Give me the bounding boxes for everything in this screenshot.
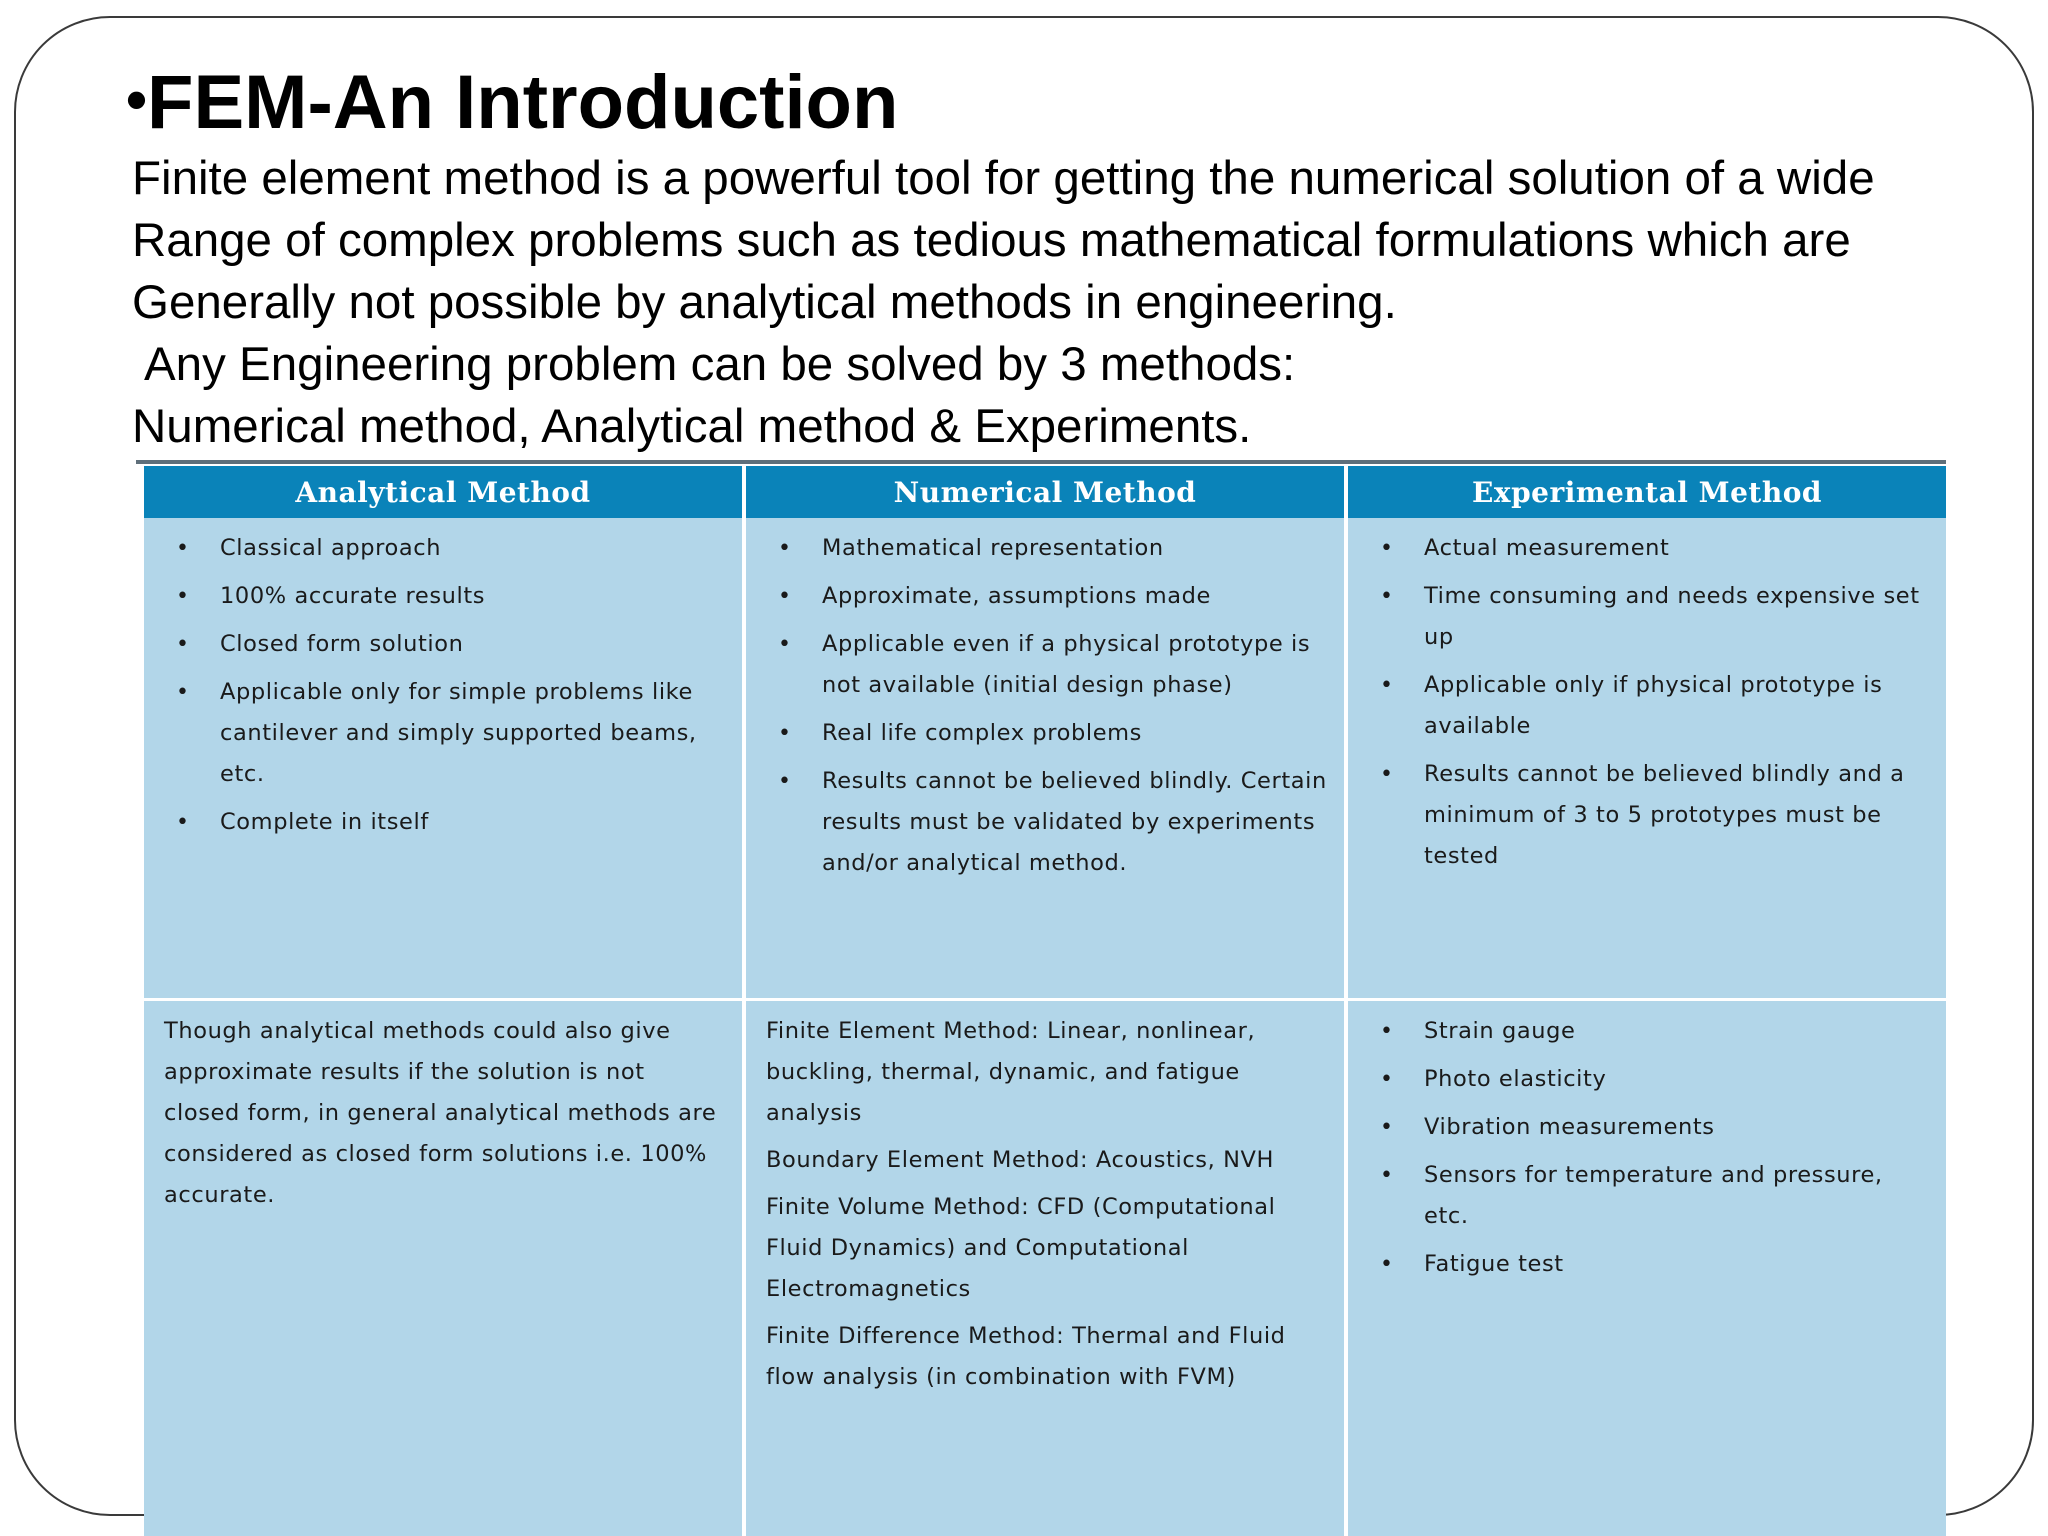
table-header-row: [144, 466, 1946, 518]
list-item-text: Photo elasticity: [1424, 1066, 1607, 1092]
list-item-text: Vibration measurements: [1424, 1114, 1715, 1140]
cell-numerical-features: [744, 518, 1346, 1000]
bullet: •: [1380, 673, 1394, 698]
bullet: •: [1380, 584, 1394, 609]
table-top-rule: [136, 460, 1946, 464]
table-row: [144, 518, 1946, 1000]
intro-line: Range of complex problems such as tedious mathematical formulations which are: [132, 214, 1851, 267]
bullet: •: [176, 584, 190, 609]
cell-analytical-note: [144, 1000, 744, 1536]
bullet: •: [778, 632, 792, 657]
bullet: •: [176, 632, 190, 657]
intro-line: Numerical method, Analytical method & Experiments.: [132, 400, 1252, 453]
cell-experimental-features: [1346, 518, 1946, 1000]
comparison-table-container: [136, 460, 1946, 1536]
list-item: [746, 576, 1328, 617]
list-item: [1348, 1059, 1930, 1100]
slide-title: [126, 52, 898, 151]
bullet: •: [176, 810, 190, 835]
comparison-table: [144, 466, 1946, 1536]
list-item: [1348, 576, 1930, 658]
header-analytical: Analytical Method: [144, 466, 744, 518]
bullet: •: [778, 721, 792, 746]
list-item-text: Mathematical representation: [822, 535, 1164, 561]
list-item-text: Actual measurement: [1424, 535, 1670, 561]
table-row: [144, 1000, 1946, 1536]
intro-line: Finite element method is a powerful tool for getting the numerical solution of a wide: [132, 152, 1875, 205]
analytical-note-text: Though analytical methods could also give approximate results if the solution is not closed form, in general analytical methods are considered as closed form solutions i.e. 100% accurate.: [164, 1018, 717, 1208]
experimental-feature-list: [1348, 518, 1946, 877]
list-item-text: Results cannot be believed blindly. Certain results must be validated by experiments and/or analytical method.: [822, 768, 1327, 876]
list-item: [746, 624, 1328, 706]
list-item-text: Applicable only for simple problems like cantilever and simply supported beams, etc.: [220, 679, 697, 787]
cell-analytical-features: [144, 518, 744, 1000]
intro-line: Generally not possible by analytical methods in engineering.: [132, 276, 1397, 329]
list-item: [144, 528, 726, 569]
header-numerical: Numerical Method: [744, 466, 1346, 518]
experimental-tool-list: [1348, 1001, 1946, 1285]
list-item: [1348, 1107, 1930, 1148]
list-item-text: Sensors for temperature and pressure, etc.: [1424, 1162, 1883, 1229]
list-item: [1348, 665, 1930, 747]
bullet: •: [778, 769, 792, 794]
bullet: •: [1380, 1067, 1394, 1092]
method-paragraph: Finite Difference Method: Thermal and Fluid flow analysis (in combination with FVM): [766, 1323, 1286, 1390]
list-item-text: Applicable only if physical prototype is available: [1424, 672, 1883, 739]
list-item: [1348, 528, 1930, 569]
list-item-text: Time consuming and needs expensive set up: [1424, 583, 1920, 650]
list-item: [144, 576, 726, 617]
intro-line: Any Engineering problem can be solved by 3 methods:: [144, 338, 1296, 391]
bullet: •: [1380, 1252, 1394, 1277]
list-item-text: Closed form solution: [220, 631, 464, 657]
list-item-text: 100% accurate results: [220, 583, 486, 609]
intro-paragraph: [132, 148, 2032, 458]
bullet: •: [1380, 536, 1394, 561]
bullet: •: [1380, 1163, 1394, 1188]
bullet: •: [778, 536, 792, 561]
list-item: [1348, 1244, 1930, 1285]
header-experimental: Experimental Method: [1346, 466, 1946, 518]
list-item: [1348, 1011, 1930, 1052]
bullet: •: [1380, 1019, 1394, 1044]
list-item: [746, 761, 1328, 884]
list-item-text: Complete in itself: [220, 809, 429, 835]
numerical-feature-list: [746, 518, 1344, 884]
cell-numerical-methods: [744, 1000, 1346, 1536]
list-item: [144, 802, 726, 843]
bullet: •: [176, 536, 190, 561]
bullet: •: [1380, 762, 1394, 787]
list-item: [746, 713, 1328, 754]
method-paragraph: Finite Volume Method: CFD (Computational Fluid Dynamics) and Computational Electromagnetics: [766, 1194, 1276, 1302]
list-item-text: Fatigue test: [1424, 1251, 1564, 1277]
method-paragraph: Boundary Element Method: Acoustics, NVH: [766, 1147, 1275, 1173]
list-item: [144, 672, 726, 795]
list-item-text: Results cannot be believed blindly and a minimum of 3 to 5 prototypes must be tested: [1424, 761, 1905, 869]
analytical-feature-list: [144, 518, 742, 843]
cell-experimental-tools: [1346, 1000, 1946, 1536]
title-bullet: •: [126, 66, 148, 133]
list-item: [1348, 1155, 1930, 1237]
list-item-text: Real life complex problems: [822, 720, 1142, 746]
list-item-text: Approximate, assumptions made: [822, 583, 1211, 609]
bullet: •: [1380, 1115, 1394, 1140]
bullet: •: [176, 680, 190, 705]
list-item: [1348, 754, 1930, 877]
bullet: •: [778, 584, 792, 609]
title-text: FEM-An Introduction: [147, 60, 899, 145]
list-item: [144, 624, 726, 665]
list-item-text: Classical approach: [220, 535, 442, 561]
list-item-text: Strain gauge: [1424, 1018, 1576, 1044]
list-item: [746, 528, 1328, 569]
method-paragraph: Finite Element Method: Linear, nonlinear, buckling, thermal, dynamic, and fatigue analysis: [766, 1018, 1256, 1126]
list-item-text: Applicable even if a physical prototype is not available (initial design phase): [822, 631, 1311, 698]
